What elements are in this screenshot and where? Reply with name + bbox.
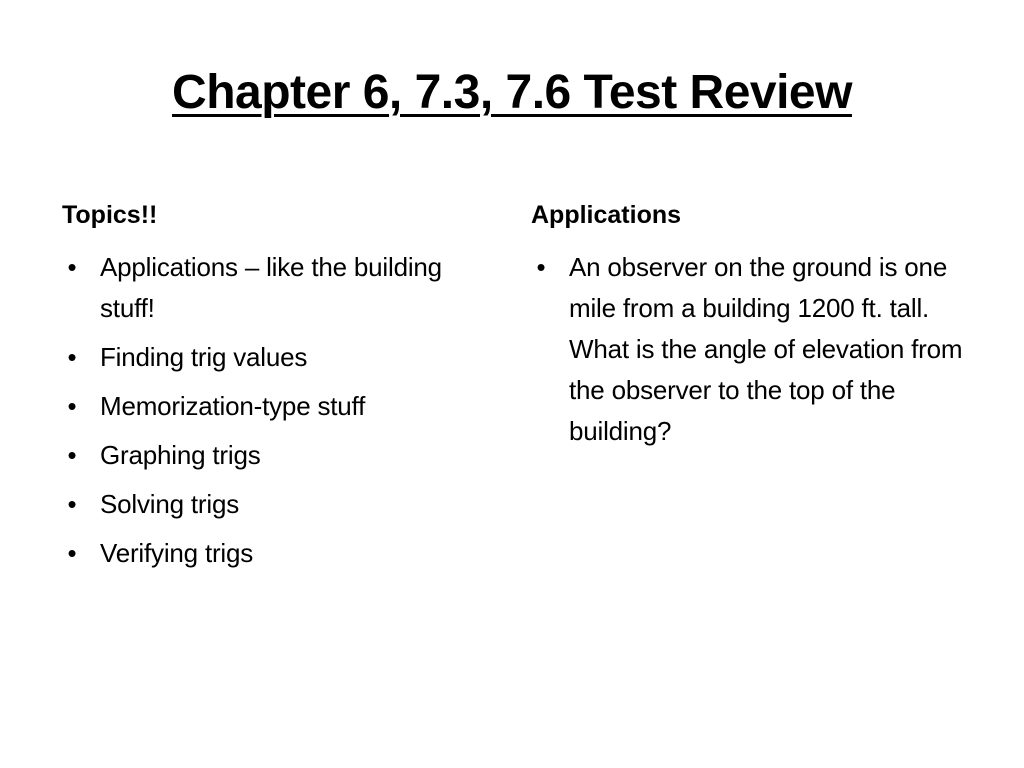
list-item-text: Finding trig values (100, 342, 308, 372)
list-item-text: Memorization-type stuff (100, 391, 366, 421)
bullet-icon: • (67, 391, 77, 421)
topics-heading: Topics!! (62, 201, 158, 229)
list-item (62, 337, 502, 378)
applications-list (531, 247, 971, 452)
topics-list (62, 247, 502, 574)
list-item-text: Verifying trigs (100, 538, 254, 568)
list-item-text: An observer on the ground is one mile from a building 1200 ft. tall. What is the angle of elevation from the observer to the top of the building? (569, 252, 963, 446)
applications-heading: Applications (531, 201, 682, 229)
bullet-icon: • (67, 342, 77, 372)
list-item (62, 247, 502, 329)
bullet-icon: • (67, 440, 77, 470)
slide-title (0, 64, 1024, 122)
list-item (531, 247, 971, 452)
applications-column (531, 200, 971, 460)
list-item-text: Graphing trigs (100, 440, 261, 470)
topics-column (62, 200, 502, 582)
list-item-text: Applications – like the building stuff! (100, 252, 442, 323)
bullet-icon: • (67, 538, 77, 568)
bullet-icon: • (67, 489, 77, 519)
list-item-text: Solving trigs (100, 489, 240, 519)
list-item (62, 386, 502, 427)
list-item (62, 484, 502, 525)
slide-title-text: Chapter 6, 7.3, 7.6 Test Review (172, 66, 852, 119)
bullet-icon: • (536, 252, 546, 282)
list-item (62, 435, 502, 476)
list-item (62, 533, 502, 574)
bullet-icon: • (67, 252, 77, 282)
